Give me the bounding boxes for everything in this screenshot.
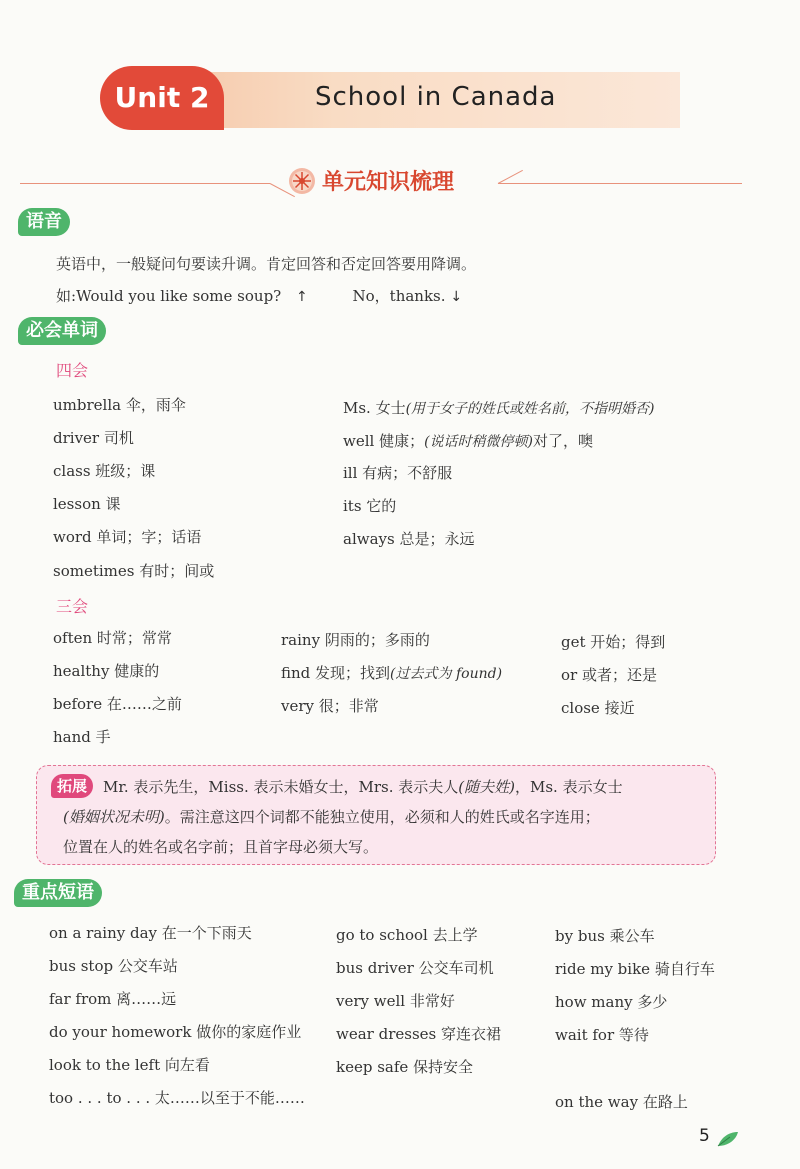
- vocab-note: (说话时稍微停顿): [424, 434, 534, 450]
- vocab-item: its 它的: [343, 497, 397, 515]
- expand-note: (随夫姓): [458, 778, 515, 796]
- pronunciation-tag: 语音: [18, 208, 70, 236]
- vocab-item: umbrella 伞，雨伞: [53, 396, 186, 414]
- pronunciation-rule: 英语中，一般疑问句要读升调。肯定回答和否定回答要用降调。: [56, 255, 477, 273]
- expand-tag: 拓展: [51, 774, 93, 798]
- unit-title: School in Canada: [315, 82, 557, 112]
- vocab-item: ill 有病；不舒服: [343, 464, 453, 482]
- expand-line-2: [63, 806, 600, 827]
- phrase-item: ride my bike 骑自行车: [555, 960, 715, 978]
- phrase-item: wear dresses 穿连衣裙: [336, 1025, 501, 1043]
- expand-text: 。需注意这四个词都不能独立使用，必须和人的姓氏或名字连用；: [164, 808, 600, 826]
- vocab-item: driver 司机: [53, 429, 134, 447]
- unit-banner: [100, 66, 682, 128]
- vocab-item: healthy 健康的: [53, 662, 160, 680]
- section-title: 单元知识梳理: [322, 170, 455, 195]
- expand-text: ，Ms. 表示女士: [515, 778, 623, 796]
- leaf-icon: [716, 1128, 740, 1150]
- vocab-item: before 在……之前: [53, 695, 182, 713]
- phrase-item: do your homework 做你的家庭作业: [49, 1023, 302, 1041]
- vocab-item: hand 手: [53, 728, 111, 746]
- vocab-item: [343, 397, 655, 418]
- phrase-item: very well 非常好: [336, 992, 455, 1010]
- phrase-item: far from 离……远: [49, 990, 177, 1008]
- vocab-item: word 单词；字；话语: [53, 528, 202, 546]
- phrase-item: bus stop 公交车站: [49, 957, 178, 975]
- vocab-item: often 时常；常常: [53, 629, 172, 647]
- vocab-item: [343, 430, 593, 451]
- four-skills-label: 四会: [56, 361, 89, 380]
- expand-line-1: [103, 776, 623, 797]
- vocab-item: close 接近: [561, 699, 635, 717]
- vocab-item: sometimes 有时；间或: [53, 562, 215, 580]
- divider-line-left: [20, 183, 270, 184]
- page-number: 5: [699, 1126, 710, 1146]
- vocab-item: very 很；非常: [281, 697, 379, 715]
- divider-line-right: [498, 183, 742, 184]
- example-prefix: 如:: [56, 287, 77, 305]
- phrase-item: go to school 去上学: [336, 926, 478, 944]
- falling-arrow-icon: ↓: [450, 289, 463, 305]
- phrase-item: wait for 等待: [555, 1026, 649, 1044]
- unit-label: Unit 2: [100, 66, 224, 130]
- vocab-word: find 发现；找到: [281, 664, 391, 682]
- phrase-item: look to the left 向左看: [49, 1056, 210, 1074]
- expand-line-3: 位置在人的姓名或名字前；且首字母必须大写。: [63, 838, 379, 856]
- expand-box: [36, 765, 716, 865]
- vocab-item: lesson 课: [53, 495, 121, 513]
- phrase-item: how many 多少: [555, 993, 668, 1011]
- three-skills-label: 三会: [56, 597, 89, 616]
- vocab-item: [281, 662, 502, 683]
- phrase-item: on the way 在路上: [555, 1093, 688, 1111]
- expand-note: (婚姻状况未明): [63, 808, 165, 826]
- divider-line-right-head: [498, 170, 523, 184]
- vocab-word-tail: 对了，噢: [533, 432, 594, 450]
- rising-arrow-icon: ↑: [296, 289, 308, 305]
- vocab-note: (过去式为 found): [390, 666, 503, 682]
- phrases-tag: 重点短语: [14, 879, 102, 907]
- vocab-word: well 健康；: [343, 432, 425, 450]
- vocab-note: (用于女子的姓氏或姓名前，不指明婚否): [405, 401, 655, 417]
- vocab-item: class 班级；课: [53, 462, 156, 480]
- vocab-tag: 必会单词: [18, 317, 106, 345]
- pronunciation-example: [56, 285, 462, 306]
- phrase-item: keep safe 保持安全: [336, 1058, 474, 1076]
- vocab-item: get 开始；得到: [561, 633, 666, 651]
- phrase-item: too . . . to . . . 太……以至于不能……: [49, 1089, 305, 1107]
- expand-text: Mr. 表示先生，Miss. 表示未婚女士，Mrs. 表示夫人: [103, 778, 459, 796]
- example-question: Would you like some soup?: [76, 287, 282, 305]
- section-divider: [20, 165, 742, 205]
- flower-icon: [288, 167, 316, 195]
- phrase-item: bus driver 公交车司机: [336, 959, 494, 977]
- vocab-item: or 或者；还是: [561, 666, 657, 684]
- phrase-item: on a rainy day 在一个下雨天: [49, 924, 252, 942]
- vocab-item: rainy 阴雨的；多雨的: [281, 631, 430, 649]
- phrase-item: by bus 乘公车: [555, 927, 655, 945]
- vocab-item: always 总是；永远: [343, 530, 475, 548]
- example-answer: No，thanks.: [352, 287, 446, 305]
- vocab-word: Ms. 女士: [343, 399, 406, 417]
